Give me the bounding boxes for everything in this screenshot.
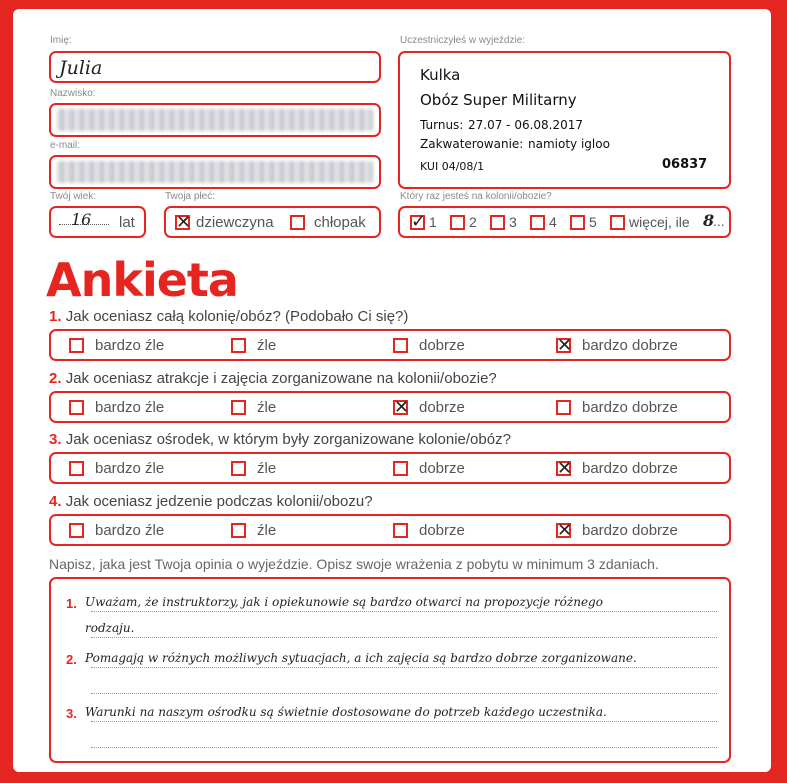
times-3-checkbox[interactable] bbox=[490, 215, 505, 230]
question-1-option-4-label: bardzo dobrze bbox=[582, 337, 678, 354]
question-4-number: 4. bbox=[49, 493, 62, 510]
answer-3-number: 3. bbox=[66, 706, 77, 721]
times-4-checkbox[interactable] bbox=[530, 215, 545, 230]
question-3-label: Jak oceniasz ośrodek, w którym były zorganizowane kolonie/obóz? bbox=[65, 431, 511, 448]
question-2-option-1-checkbox[interactable] bbox=[69, 400, 84, 415]
question-4-text bbox=[49, 493, 373, 510]
trip-label: Uczestniczyłeś w wyjeździe: bbox=[400, 35, 526, 46]
question-4-option-3-checkbox[interactable] bbox=[393, 523, 408, 538]
answer-1-line-2: rodzaju. bbox=[85, 621, 135, 635]
question-3-option-3-checkbox[interactable] bbox=[393, 461, 408, 476]
times-2-checkbox[interactable] bbox=[450, 215, 465, 230]
age-label: Twój wiek: bbox=[50, 191, 97, 202]
question-4-option-2-checkbox[interactable] bbox=[231, 523, 246, 538]
question-2-option-3-checkbox[interactable] bbox=[393, 397, 410, 418]
times-ellipsis: ... bbox=[713, 213, 725, 229]
question-3-option-2-label: źle bbox=[257, 460, 277, 477]
opinion-prompt: Napisz, jaka jest Twoja opinia o wyjeździe. Opisz swoje wrażenia z pobytu w minimum 3 zdaniach. bbox=[49, 556, 659, 572]
opinion-box[interactable] bbox=[49, 577, 731, 763]
accommodation-value: namioty igloo bbox=[528, 137, 610, 151]
email-field[interactable] bbox=[49, 155, 381, 189]
question-4-option-1-label: bardzo źle bbox=[95, 522, 165, 539]
turnus-label: Turnus: bbox=[420, 118, 464, 132]
question-4-option-4-label: bardzo dobrze bbox=[582, 522, 678, 539]
check-mark-icon: ✕ bbox=[557, 520, 573, 541]
name-label: Imię: bbox=[50, 35, 72, 46]
question-1-number: 1. bbox=[49, 308, 62, 325]
question-4-label: Jak oceniasz jedzenie podczas kolonii/obozu? bbox=[65, 493, 373, 510]
times-2-label: 2 bbox=[469, 214, 477, 230]
answer-2-number: 2. bbox=[66, 652, 77, 667]
check-mark-icon: ✕ bbox=[557, 458, 573, 479]
accommodation-label: Zakwaterowanie: bbox=[420, 137, 524, 151]
question-1-text bbox=[49, 308, 408, 325]
question-3-text bbox=[49, 431, 511, 448]
times-group bbox=[398, 206, 731, 238]
question-2-label: Jak oceniasz atrakcje i zajęcia zorganizowane na kolonii/obozie? bbox=[65, 370, 497, 387]
times-more-label: więcej, ile bbox=[629, 214, 690, 230]
answer-1-number: 1. bbox=[66, 596, 77, 611]
age-value: 16 bbox=[71, 210, 92, 229]
answer-2-line-1: Pomagają w różnych możliwych sytuacjach, a ich zajęcia są bardzo dobrze zorganizowane. bbox=[85, 651, 637, 665]
question-1-option-4-checkbox[interactable] bbox=[556, 335, 573, 356]
question-1-option-2-checkbox[interactable] bbox=[231, 338, 246, 353]
trip-info-box bbox=[398, 51, 731, 189]
trip-code: KUI 04/08/1 bbox=[420, 160, 485, 173]
question-3-option-4-label: bardzo dobrze bbox=[582, 460, 678, 477]
question-2-option-4-checkbox[interactable] bbox=[556, 400, 571, 415]
question-2-option-1-label: bardzo źle bbox=[95, 399, 165, 416]
gender-boy-checkbox[interactable] bbox=[290, 215, 305, 230]
question-4-option-2-label: źle bbox=[257, 522, 277, 539]
question-4-option-3-label: dobrze bbox=[419, 522, 465, 539]
name-field[interactable] bbox=[49, 51, 381, 83]
times-5-label: 5 bbox=[589, 214, 597, 230]
gender-label: Twoja płeć: bbox=[165, 191, 216, 202]
question-2-number: 2. bbox=[49, 370, 62, 387]
question-4-option-4-checkbox[interactable] bbox=[556, 520, 573, 541]
times-more-checkbox[interactable] bbox=[610, 215, 625, 230]
times-label: Który raz jesteś na kolonii/obozie? bbox=[400, 191, 552, 202]
trip-camp: Obóz Super Militarny bbox=[420, 91, 577, 109]
turnus-value: 27.07 - 06.08.2017 bbox=[468, 118, 584, 132]
question-1-options bbox=[49, 329, 731, 361]
question-2-option-3-label: dobrze bbox=[419, 399, 465, 416]
answer-3-line-1: Warunki na naszym ośrodku są świetnie dostosowane do potrzeb każdego uczestnika. bbox=[85, 705, 607, 719]
times-3-label: 3 bbox=[509, 214, 517, 230]
gender-girl-checkbox[interactable]: ✕ bbox=[176, 212, 192, 233]
question-3-option-1-label: bardzo źle bbox=[95, 460, 165, 477]
times-5-checkbox[interactable] bbox=[570, 215, 585, 230]
question-1-option-3-checkbox[interactable] bbox=[393, 338, 408, 353]
email-label: e-mail: bbox=[50, 140, 81, 151]
question-2-options bbox=[49, 391, 731, 423]
question-1-option-1-label: bardzo źle bbox=[95, 337, 165, 354]
question-1-option-3-label: dobrze bbox=[419, 337, 465, 354]
name-value: Julia bbox=[59, 57, 103, 79]
question-3-option-2-checkbox[interactable] bbox=[231, 461, 246, 476]
survey-sheet bbox=[13, 9, 771, 772]
question-1-option-2-label: źle bbox=[257, 337, 277, 354]
surname-label: Nazwisko: bbox=[50, 88, 96, 99]
question-1-label: Jak oceniasz całą kolonię/obóz? (Podobało Ci się?) bbox=[65, 308, 409, 325]
question-2-text bbox=[49, 370, 497, 387]
gender-boy-label: chłopak bbox=[314, 214, 366, 231]
age-unit: lat bbox=[119, 214, 135, 231]
times-more-value: 8 bbox=[703, 211, 715, 230]
trip-name: Kulka bbox=[420, 66, 461, 84]
check-mark-icon: ✕ bbox=[394, 397, 410, 418]
check-mark-icon: ✕ bbox=[557, 335, 573, 356]
question-3-option-1-checkbox[interactable] bbox=[69, 461, 84, 476]
question-3-number: 3. bbox=[49, 431, 62, 448]
question-2-option-2-checkbox[interactable] bbox=[231, 400, 246, 415]
question-1-option-1-checkbox[interactable] bbox=[69, 338, 84, 353]
question-2-option-4-label: bardzo dobrze bbox=[582, 399, 678, 416]
gender-girl-label: dziewczyna bbox=[196, 214, 274, 231]
question-4-options bbox=[49, 514, 731, 546]
times-1-label: 1 bbox=[429, 214, 437, 230]
times-1-checkbox[interactable]: ✓ bbox=[411, 211, 427, 232]
age-field[interactable] bbox=[49, 206, 146, 238]
redacted-surname bbox=[57, 109, 373, 131]
question-3-option-3-label: dobrze bbox=[419, 460, 465, 477]
question-3-options bbox=[49, 452, 731, 484]
times-4-label: 4 bbox=[549, 214, 557, 230]
surname-field[interactable] bbox=[49, 103, 381, 137]
redacted-email bbox=[57, 161, 373, 183]
question-2-option-2-label: źle bbox=[257, 399, 277, 416]
gender-group bbox=[164, 206, 381, 238]
survey-title: Ankieta bbox=[46, 253, 238, 307]
question-4-option-1-checkbox[interactable] bbox=[69, 523, 84, 538]
trip-number: 06837 bbox=[662, 157, 708, 172]
question-3-option-4-checkbox[interactable] bbox=[556, 458, 573, 479]
answer-1-line-1: Uważam, że instruktorzy, jak i opiekunowie są bardzo otwarci na propozycje różnego bbox=[85, 595, 603, 609]
